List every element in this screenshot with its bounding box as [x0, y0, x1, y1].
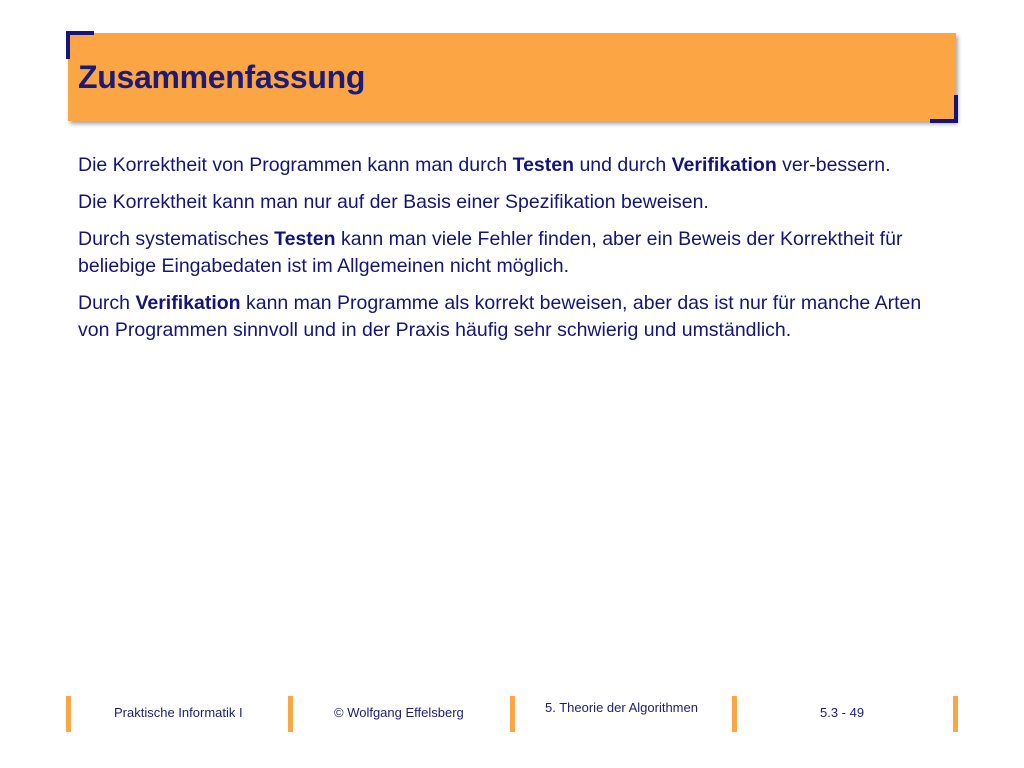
footer-divider [510, 696, 515, 732]
slide-title: Zusammenfassung [78, 59, 366, 95]
bold-term-testen: Testen [274, 228, 336, 250]
footer-course: Praktische Informatik I [114, 705, 243, 720]
footer-divider [66, 696, 71, 732]
text-run: Die Korrektheit kann man nur auf der Basis einer Spezifikation beweisen. [78, 191, 709, 213]
footer-page-number: 5.3 - 49 [820, 705, 865, 720]
text-run: Die Korrektheit von Programmen kann man durch [78, 154, 513, 176]
footer-divider [732, 696, 737, 732]
title-bar [68, 33, 956, 121]
bold-term-testen: Testen [512, 154, 575, 176]
text-run: ver-bessern. [776, 154, 891, 176]
slide-body [78, 152, 958, 354]
text-run: Durch [78, 292, 136, 314]
corner-bracket-top-left [66, 31, 70, 59]
corner-bracket-bottom-right-horizontal [930, 119, 958, 123]
text-run: kann man Programme als korrekt beweisen, aber das ist nur für manche Arten von Programmen sinnvoll und in der Praxis häufig sehr schwierig und umständlich. [78, 292, 922, 341]
bold-term-verifikation: Verifikation [135, 292, 241, 314]
text-run: kann man viele Fehler finden, aber ein Beweis der Korrektheit für beliebige Eingabedaten ist im Allgemeinen nicht möglich. [78, 228, 903, 277]
text-run: und durch [574, 154, 672, 176]
footer-author: © Wolfgang Effelsberg [334, 705, 464, 720]
paragraph-2 [78, 189, 958, 216]
footer-divider [288, 696, 293, 732]
footer-divider [953, 696, 958, 732]
corner-bracket-top-left-horizontal [66, 31, 94, 35]
paragraph-1 [78, 152, 958, 179]
text-run: Durch systematisches [78, 228, 275, 250]
paragraph-4 [78, 290, 958, 344]
paragraph-3 [78, 226, 958, 280]
footer-chapter: 5. Theorie der Algorithmen [545, 700, 698, 715]
bold-term-verifikation: Verifikation [671, 154, 777, 176]
slide-footer [0, 696, 1024, 736]
